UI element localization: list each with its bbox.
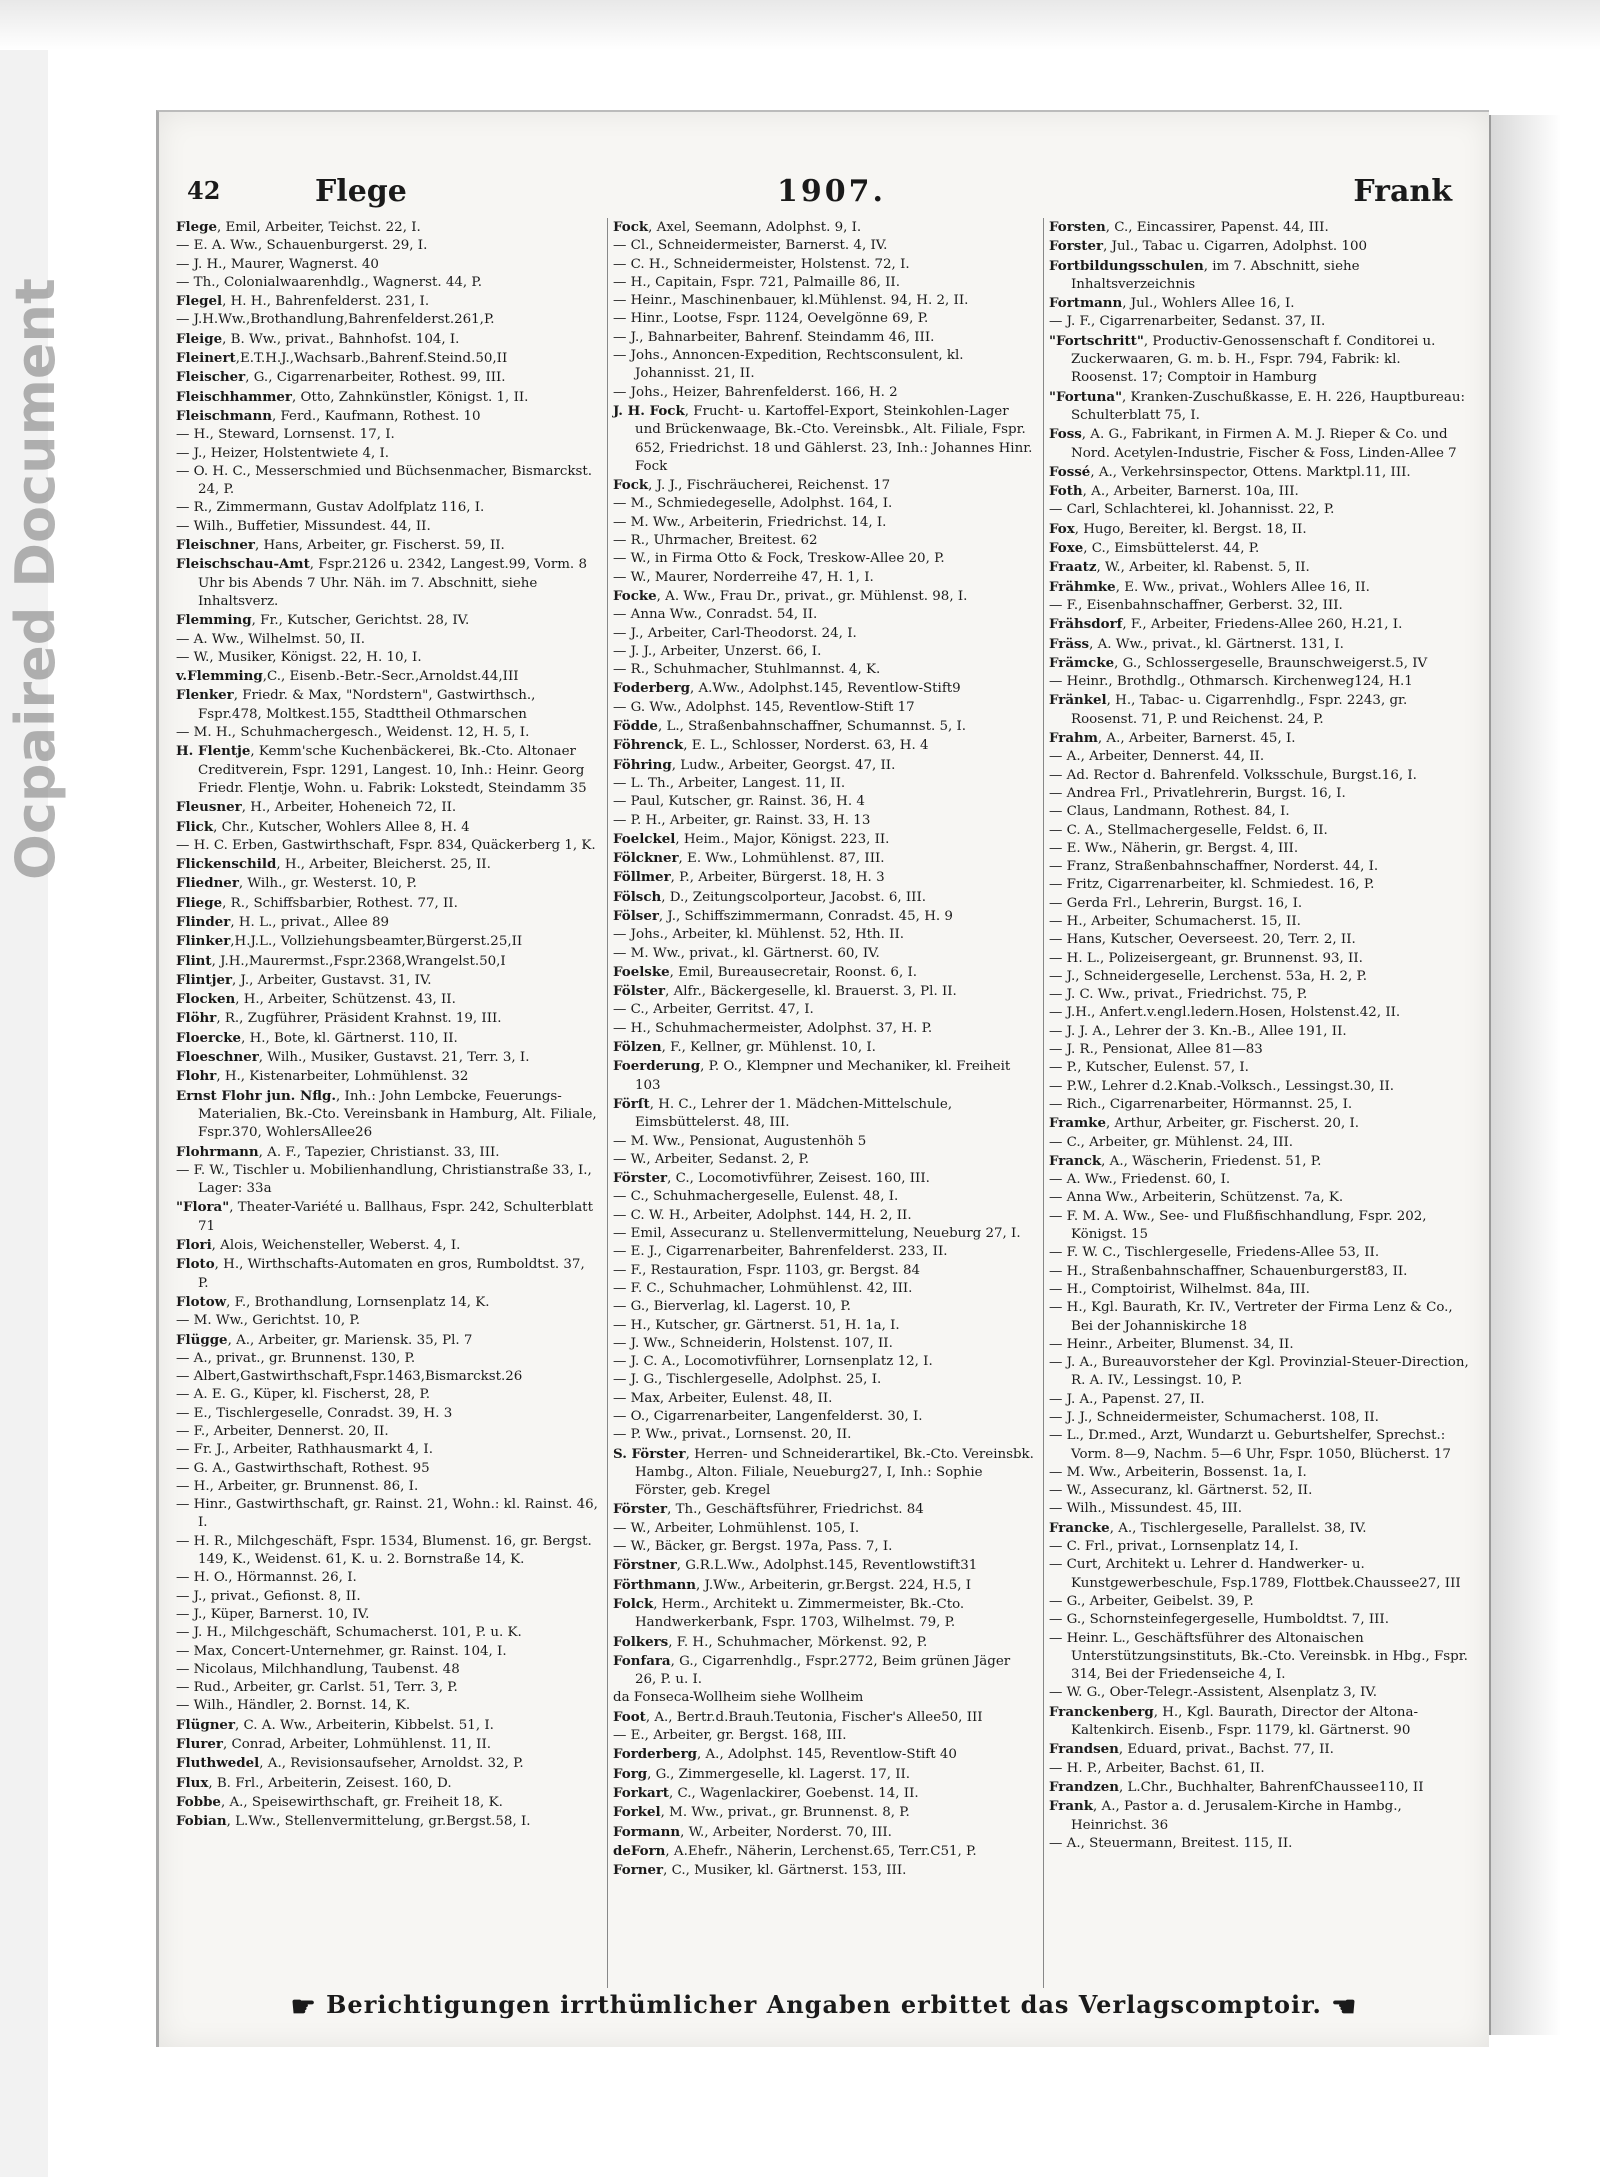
directory-entry: Foth, A., Arbeiter, Barnerst. 10a, III. [1049, 483, 1299, 500]
directory-entry: Framke, Arthur, Arbeiter, gr. Fischerst. 20, I. [1049, 1115, 1360, 1132]
directory-entry: — Curt, Architekt u. Lehrer d. Handwerker- u. Kunstgewerbeschule, Fsp.1789, Flottbek.Chaussee27, III [1049, 1557, 1461, 1591]
columns-container [171, 218, 1471, 1988]
directory-entry: — J. G., Tischlergeselle, Adolphst. 25, I. [613, 1372, 882, 1388]
directory-entry: — Anna Ww., Conradst. 54, II. [613, 607, 818, 623]
directory-entry: — O., Cigarrenarbeiter, Langenfelderst. 30, I. [613, 1409, 923, 1424]
directory-entry: — W. G., Ober-Telegr.-Assistent, Alsenplatz 3, IV. [1049, 1685, 1377, 1701]
directory-entry: — J., privat., Gefionst. 8, II. [176, 1588, 361, 1604]
directory-page [156, 110, 1489, 2047]
directory-entry: — W., Arbeiter, Lohmühlenst. 105, I. [613, 1520, 860, 1536]
directory-entry: Forsten, C., Eincassirer, Papenst. 44, III. [1049, 219, 1329, 235]
directory-entry: — M. Ww., privat., kl. Gärtnerst. 60, IV. [613, 945, 880, 961]
column-left [171, 218, 599, 1988]
directory-entry: — J. J. A., Lehrer der 3. Kn.-B., Allee 191, II. [1049, 1023, 1347, 1039]
directory-entry: — Hans, Kutscher, Oeverseest. 20, Terr. 2, II. [1049, 932, 1356, 948]
header-year: 1907. [777, 174, 886, 209]
directory-entry: — Cl., Schneidermeister, Barnerst. 4, IV. [613, 238, 888, 254]
directory-entry: — H. C. Erben, Gastwirthschaft, Fspr. 834, Quäckerberg 1, K. [176, 837, 596, 853]
directory-entry: Födde, L., Straßenbahnschaffner, Schumannst. 5, I. [613, 718, 967, 735]
directory-entry: — Carl, Schlachterei, kl. Johannisst. 22, P. [1049, 502, 1335, 518]
directory-entry: — C. W. H., Arbeiter, Adolphst. 144, H. 2, II. [613, 1207, 912, 1223]
directory-entry: deForn, A.Ehefr., Näherin, Lerchenst.65, Terr.C51, P. [613, 1842, 977, 1859]
directory-entry: Fleischmann, Ferd., Kaufmann, Rothest. 10 [176, 407, 481, 424]
directory-entry: — G., Bierverlag, kl. Lagerst. 10, P. [613, 1299, 851, 1315]
directory-entry: — W., Musiker, Königst. 22, H. 10, I. [176, 649, 422, 665]
directory-entry: — J., Schneidergeselle, Lerchenst. 53a, H. 2, P. [1049, 968, 1368, 984]
directory-entry: — E. A. Ww., Schauenburgerst. 29, I. [176, 238, 428, 254]
directory-entry: Focke, A. Ww., Frau Dr., privat., gr. Mühlenst. 98, I. [613, 587, 968, 604]
directory-entry: — Heinr., Brothdlg., Othmarsch. Kirchenweg124, H.1 [1049, 674, 1413, 690]
directory-entry: Forner, C., Musiker, kl. Gärtnerst. 153, III. [613, 1862, 907, 1879]
directory-entry: — J.H., Anfert.v.engl.ledern.Hosen, Holstenst.42, II. [1049, 1005, 1401, 1021]
directory-entry: Fliedner, Wilh., gr. Westerst. 10, P. [176, 875, 417, 892]
directory-entry: — H. R., Milchgeschäft, Fspr. 1534, Blumenst. 16, gr. Bergst. 149, K., Weidenst. 61, K. u. 2. Bornstraße 14, K. [176, 1533, 592, 1568]
directory-entry: — M. Ww., Arbeiterin, Friedrichst. 14, I. [613, 514, 887, 530]
directory-entry: Flotow, F., Brothandlung, Lornsenplatz 14, K. [176, 1293, 490, 1310]
directory-entry: — Hinr., Gastwirthschaft, gr. Rainst. 21, Wohn.: kl. Rainst. 46, I. [176, 1497, 598, 1531]
directory-entry: — A., Steuermann, Breitest. 115, II. [1049, 1835, 1293, 1851]
directory-entry: Foerderung, P. O., Klempner und Mechaniker, kl. Freiheit 103 [613, 1058, 1011, 1093]
directory-entry: Fobian, L.Ww., Stellenvermittelung, gr.Bergst.58, I. [176, 1813, 531, 1830]
directory-entry: Foelckel, Heim., Major, Königst. 223, II. [613, 830, 890, 847]
directory-entry: Floto, H., Wirthschafts-Automaten en gros, Rumboldtst. 37, P. [176, 1256, 585, 1291]
directory-entry: — E. J., Cigarrenarbeiter, Bahrenfelderst. 233, II. [613, 1244, 948, 1260]
directory-entry: Francke, A., Tischlergeselle, Parallelst. 38, IV. [1049, 1519, 1367, 1536]
directory-entry: — Heinr., Arbeiter, Blumenst. 34, II. [1049, 1336, 1294, 1352]
directory-entry: — Fritz, Cigarrenarbeiter, kl. Schmiedest. 16, P. [1049, 877, 1375, 893]
directory-entry: — E. Ww., Näherin, gr. Bergst. 4, III. [1049, 840, 1299, 856]
directory-entry: — G., Schornsteinfegergeselle, Humboldtst. 7, III. [1049, 1612, 1389, 1628]
directory-entry: — J. A., Papenst. 27, II. [1049, 1391, 1205, 1407]
directory-entry: Flohrmann, A. F., Tapezier, Christianst. 33, III. [176, 1143, 500, 1160]
directory-entry: Flintjer, J., Arbeiter, Gustavst. 31, IV. [176, 971, 432, 988]
directory-entry: Fölzen, F., Kellner, gr. Mühlenst. 10, I. [613, 1039, 876, 1056]
directory-entry: — H., Arbeiter, gr. Brunnenst. 86, I. [176, 1478, 419, 1494]
directory-entry: — J. A., Bureauvorsteher der Kgl. Provinzial-Steuer-Direction, R. A. IV., Lessingst. 10, P. [1049, 1355, 1469, 1389]
directory-entry: Flemming, Fr., Kutscher, Gerichtst. 28, IV. [176, 612, 470, 629]
directory-entry: — W., Bäcker, gr. Bergst. 197a, Pass. 7, I. [613, 1539, 893, 1555]
directory-entry: — P.W., Lehrer d.2.Knab.-Volksch., Lessingst.30, II. [1049, 1078, 1395, 1094]
directory-entry: — J. H., Maurer, Wagnerst. 40 [176, 256, 379, 272]
directory-entry: — J. C. A., Locomotivführer, Lornsenplatz 12, I. [613, 1354, 933, 1370]
header-last-name: Frank [1353, 174, 1452, 209]
directory-entry: Fonfara, G., Cigarrenhdlg., Fspr.2772, Beim grünen Jäger 26, P. u. I. [613, 1652, 1011, 1688]
directory-entry: — J. C. Ww., privat., Friedrichst. 75, P. [1049, 987, 1308, 1003]
directory-entry: — C. H., Schneidermeister, Holstenst. 72, I. [613, 256, 910, 272]
directory-entry: — C. A., Stellmachergeselle, Feldst. 6, II. [1049, 822, 1328, 838]
directory-entry: Frähmke, E. Ww., privat., Wohlers Allee 16, II. [1049, 578, 1370, 595]
directory-entry: — E., Arbeiter, gr. Bergst. 168, III. [613, 1728, 847, 1744]
directory-entry: — F. W., Tischler u. Mobilienhandlung, Christianstraße 33, I., Lager: 33a [176, 1162, 592, 1197]
directory-entry: Frahm, A., Arbeiter, Barnerst. 45, I. [1049, 730, 1296, 747]
directory-entry: — C., Arbeiter, gr. Mühlenst. 24, III. [1049, 1134, 1294, 1150]
directory-entry: — L. Th., Arbeiter, Langest. 11, II. [613, 775, 846, 791]
directory-entry: — W., Arbeiter, Sedanst. 2, P. [613, 1151, 810, 1167]
directory-entry: Flick, Chr., Kutscher, Wohlers Allee 8, H. 4 [176, 818, 470, 835]
directory-entry: Flocken, H., Arbeiter, Schützenst. 43, II. [176, 991, 456, 1008]
directory-entry: Fobbe, A., Speisewirthschaft, gr. Freiheit 18, K. [176, 1793, 503, 1810]
directory-entry: Forderberg, A., Adolphst. 145, Reventlow-Stift 40 [613, 1746, 957, 1763]
directory-entry: — Rich., Cigarrenarbeiter, Hörmannst. 25, I. [1049, 1096, 1353, 1112]
directory-entry: — F., Restauration, Fspr. 1103, gr. Bergst. 84 [613, 1262, 921, 1278]
directory-entry: — P. Ww., privat., Lornsenst. 20, II. [613, 1427, 852, 1443]
directory-entry: — Claus, Landmann, Rothest. 84, I. [1049, 804, 1290, 820]
directory-entry: — R., Uhrmacher, Breitest. 62 [613, 533, 818, 549]
directory-entry: — O. H. C., Messerschmied und Büchsenmacher, Bismarckst. 24, P. [176, 463, 592, 498]
column-right [1043, 218, 1471, 1988]
directory-entry: — J., Heizer, Holstentwiete 4, I. [176, 445, 390, 461]
directory-entry: — G. A., Gastwirthschaft, Rothest. 95 [176, 1460, 430, 1476]
directory-entry: — J. Ww., Schneiderin, Holstenst. 107, II. [613, 1335, 893, 1351]
directory-entry: Flügner, C. A. Ww., Arbeiterin, Kibbelst. 51, I. [176, 1716, 494, 1733]
directory-entry: — H., Steward, Lornsenst. 17, I. [176, 427, 395, 443]
directory-entry: — A. Ww., Friedenst. 60, I. [1049, 1172, 1231, 1188]
directory-entry: — Rud., Arbeiter, gr. Carlst. 51, Terr. 3, P. [176, 1680, 458, 1696]
directory-entry: Fölster, Alfr., Bäckergeselle, kl. Brauerst. 3, Pl. II. [613, 983, 957, 1000]
directory-entry: Folkers, F. H., Schuhmacher, Mörkenst. 92, P. [613, 1633, 928, 1650]
directory-entry: Fleige, B. Ww., privat., Bahnhofst. 104, I. [176, 330, 460, 347]
directory-entry: Fräss, A. Ww., privat., kl. Gärtnerst. 131, I. [1049, 635, 1344, 652]
directory-entry: Floercke, H., Bote, kl. Gärtnerst. 110, II. [176, 1029, 458, 1046]
directory-entry: — H., Straßenbahnschaffner, Schauenburgerst83, II. [1049, 1263, 1408, 1279]
directory-entry: — J., Küper, Barnerst. 10, IV. [176, 1606, 370, 1622]
directory-entry: Fölser, J., Schiffszimmermann, Conradst. 45, H. 9 [613, 907, 953, 924]
directory-entry: — Ad. Rector d. Bahrenfeld. Volksschule, Burgst.16, I. [1049, 767, 1417, 783]
directory-entry: Föhring, Ludw., Arbeiter, Georgst. 47, II. [613, 756, 896, 773]
directory-entry: "Fortuna", Kranken-Zuschußkasse, E. H. 226, Hauptbureau: Schulterblatt 75, I. [1049, 388, 1465, 423]
page-footer [269, 1990, 1379, 2030]
directory-entry: — Max, Concert-Unternehmer, gr. Rainst. 104, I. [176, 1643, 507, 1659]
directory-entry: Flickenschild, H., Arbeiter, Bleicherst. 25, II. [176, 856, 491, 873]
directory-entry: — H. L., Polizeisergeant, gr. Brunnenst. 93, II. [1049, 950, 1363, 966]
directory-entry: — M. H., Schuhmachergesch., Weidenst. 12, H. 5, I. [176, 725, 530, 741]
directory-entry: Franck, A., Wäscherin, Friedenst. 51, P. [1049, 1152, 1322, 1169]
directory-entry: Fock, J. J., Fischräucherei, Reichenst. 17 [613, 477, 891, 494]
directory-entry: — L., Dr.med., Arzt, Wundarzt u. Geburtshelfer, Sprechst.: Vorm. 8—9, Nachm. 5—6 Uhr, Fspr. 1050, Blücherst. 17 [1049, 1428, 1451, 1462]
directory-entry: — R., Schuhmacher, Stuhlmannst. 4, K. [613, 662, 881, 678]
directory-entry: — Johs., Annoncen-Expedition, Rechtsconsulent, kl. Johannisst. 21, II. [613, 348, 964, 382]
directory-entry: Främcke, G., Schlossergeselle, Braunschweigerst.5, IV [1049, 654, 1428, 671]
directory-entry: Flohr, H., Kistenarbeiter, Lohmühlenst. 32 [176, 1068, 469, 1085]
directory-entry: — M. Ww., Pensionat, Augustenhöh 5 [613, 1133, 867, 1149]
directory-entry: — W., Maurer, Norderreihe 47, H. 1, I. [613, 569, 874, 585]
directory-entry: — H., Capitain, Fspr. 721, Palmaille 86, II. [613, 274, 900, 290]
directory-entry: — J., Bahnarbeiter, Bahrenf. Steindamm 46, III. [613, 329, 935, 345]
directory-entry: Fleusner, H., Arbeiter, Hoheneich 72, II. [176, 799, 457, 816]
directory-entry: Förthmann, J.Ww., Arbeiterin, gr.Bergst. 224, H.5, I [613, 1576, 972, 1593]
directory-entry: — G. Ww., Adolphst. 145, Reventlow-Stift 17 [613, 699, 915, 715]
directory-entry: Flurer, Conrad, Arbeiter, Lohmühlenst. 11, II. [176, 1736, 491, 1753]
directory-entry: Foderberg, A.Ww., Adolphst.145, Reventlow-Stift9 [613, 680, 961, 697]
next-page-edge [1488, 115, 1561, 2035]
directory-entry: S. Förster, Herren- und Schneiderartikel, Bk.-Cto. Vereinsbk. Hambg., Alton. Filiale, Neueburg27, I, Inh.: Sophie Förster, geb. Kregel [613, 1445, 1034, 1499]
directory-entry: — P. H., Arbeiter, gr. Rainst. 33, H. 13 [613, 812, 871, 828]
directory-entry: Frandzen, L.Chr., Buchhalter, BahrenfChaussee110, II [1049, 1778, 1424, 1795]
directory-entry: Förſt, H. C., Lehrer der 1. Mädchen-Mittelschule, Eimsbüttelerst. 48, III. [613, 1095, 953, 1131]
directory-entry: — Heinr., Maschinenbauer, kl.Mühlenst. 94, H. 2, II. [613, 293, 969, 309]
directory-entry: — Fr. J., Arbeiter, Rathhausmarkt 4, I. [176, 1442, 433, 1458]
directory-entry: — J. H., Milchgeschäft, Schumacherst. 101, P. u. K. [176, 1625, 522, 1641]
directory-entry: — Johs., Arbeiter, kl. Mühlenst. 52, Hth. II. [613, 927, 904, 943]
directory-entry: Flori, Alois, Weichensteller, Weberst. 4, I. [176, 1237, 461, 1254]
directory-entry: — C., Arbeiter, Gerritst. 47, I. [613, 1002, 814, 1018]
directory-entry: — J. J., Schneidermeister, Schumacherst. 108, II. [1049, 1410, 1379, 1425]
directory-entry: Flügge, A., Arbeiter, gr. Mariensk. 35, Pl. 7 [176, 1331, 473, 1348]
directory-entry: Fleischner, Hans, Arbeiter, gr. Fischerst. 59, II. [176, 537, 505, 554]
page-header [187, 174, 1462, 210]
directory-entry: — F. W. C., Tischlergeselle, Friedens-Allee 53, II. [1049, 1245, 1380, 1261]
directory-entry: — Emil, Assecuranz u. Stellenvermittelung, Neueburg 27, I. [613, 1226, 1021, 1242]
directory-entry: — Nicolaus, Milchhandlung, Taubenst. 48 [176, 1661, 460, 1677]
directory-entry: Flege, Emil, Arbeiter, Teichst. 22, I. [176, 219, 421, 235]
directory-entry: Flöhr, R., Zugführer, Präsident Krahnst. 19, III. [176, 1010, 502, 1027]
directory-entry: — G., Arbeiter, Geibelst. 39, P. [1049, 1593, 1254, 1609]
directory-entry: — F., Eisenbahnschaffner, Gerberst. 32, III. [1049, 597, 1343, 613]
directory-entry: Folck, Herm., Architekt u. Zimmermeister, Bk.-Cto. Handwerkerbank, Fspr. 1703, Wilhelmst. 79, P. [613, 1595, 965, 1631]
directory-entry: Flinker,H.J.L., Vollziehungsbeamter,Bürgerst.25,II [176, 933, 523, 950]
directory-entry: H. Flentje, Kemm'sche Kuchenbäckerei, Bk.-Cto. Altonaer Creditverein, Fspr. 1291, Langest. 10, Inh.: Heinr. Georg Friedr. Flentje, Wohn. u. Fabrik: Lokstedt, Steindamm 35 [176, 743, 587, 796]
directory-entry: J. H. Fock, Frucht- u. Kartoffel-Export, Steinkohlen-Lager und Brückenwaage, Bk.-Cto. Vereinsbk., Alt. Filiale, Fspr. 652, Friedrichst. 18 und Gählerst. 23, Inh.: Johannes Hinr. Fock [613, 402, 1033, 474]
directory-entry: Fox, Hugo, Bereiter, kl. Bergst. 18, II. [1049, 520, 1307, 537]
page-number: 42 [187, 176, 221, 205]
directory-entry: — Wilh., Missundest. 45, III. [1049, 1501, 1243, 1517]
directory-entry: Flux, B. Frl., Arbeiterin, Zeisest. 160, D. [176, 1774, 452, 1791]
directory-entry: — Max, Arbeiter, Eulenst. 48, II. [613, 1390, 833, 1406]
directory-entry: Formann, W., Arbeiter, Norderst. 70, III. [613, 1823, 892, 1840]
directory-entry: Foxe, C., Eimsbüttelerst. 44, P. [1049, 540, 1260, 557]
directory-entry: — Andrea Frl., Privatlehrerin, Burgst. 16, I. [1049, 785, 1346, 801]
directory-entry: — P., Kutscher, Eulenst. 57, I. [1049, 1060, 1249, 1076]
directory-entry: Foss, A. G., Fabrikant, in Firmen A. M. J. Rieper & Co. und Nord. Acetylen-Industrie, Fischer & Foss, Linden-Allee 7 [1049, 426, 1457, 461]
directory-entry: — Gerda Frl., Lehrerin, Burgst. 16, I. [1049, 895, 1303, 911]
directory-entry: Flinder, H. L., privat., Allee 89 [176, 913, 390, 930]
directory-entry: — A. Ww., Wilhelmst. 50, II. [176, 631, 366, 647]
directory-entry: — A., Arbeiter, Dennerst. 44, II. [1049, 749, 1265, 765]
directory-entry: — Johs., Heizer, Bahrenfelderst. 166, H. 2 [613, 384, 898, 400]
directory-entry: Fortbildungsschulen, im 7. Abschnitt, siehe Inhaltsverzeichnis [1049, 257, 1360, 292]
directory-entry: — F. C., Schuhmacher, Lohmühlenst. 42, III. [613, 1280, 913, 1296]
directory-entry: — H., Arbeiter, Schumacherst. 15, II. [1049, 913, 1301, 929]
directory-entry: Ernst Flohr jun. Nflg., Inh.: John Lembcke, Feuerungs-Materialien, Bk.-Cto. Vereinsbank in Hamburg, Alt. Filiale, Fspr.370, WohlersAllee26 [176, 1087, 597, 1141]
directory-entry: da Fonseca-Wollheim siehe Wollheim [613, 1690, 864, 1706]
directory-entry: "Flora", Theater-Variété u. Ballhaus, Fspr. 242, Schulterblatt 71 [176, 1199, 593, 1234]
pointing-hand-left-icon: ☚ [1331, 1990, 1358, 2023]
directory-entry: Förstner, G.R.L.Ww., Adolphst.145, Reventlowstift31 [613, 1557, 978, 1574]
directory-entry: Förster, Th., Geschäftsführer, Friedrichst. 84 [613, 1501, 924, 1518]
directory-entry: — R., Zimmermann, Gustav Adolfplatz 116, I. [176, 500, 485, 516]
pointing-hand-right-icon: ☛ [290, 1990, 317, 2023]
directory-entry: "Fortschritt", Productiv-Genossenschaft f. Conditorei u. Zuckerwaaren, G. m. b. H., Fspr. 794, Fabrik: kl. Roosenst. 17; Comptoir in Hamburg [1049, 332, 1436, 386]
directory-entry: — Heinr. L., Geschäftsführer des Altonaischen Unterstützungsinstituts, Bk.-Cto. Vereinsbk. in Hbg., Fspr. 314, Bei der Friedenseiche 4, I. [1049, 1630, 1468, 1683]
column-middle [607, 218, 1035, 1988]
directory-entry: Fock, Axel, Seemann, Adolphst. 9, I. [613, 219, 862, 235]
directory-entry: — W., Assecuranz, kl. Gärtnerst. 52, II. [1049, 1483, 1313, 1499]
directory-entry: — H. P., Arbeiter, Bachst. 61, II. [1049, 1760, 1265, 1776]
directory-entry: — H., Kgl. Baurath, Kr. IV., Vertreter der Firma Lenz & Co., Bei der Johanniskirche 18 [1049, 1300, 1453, 1334]
directory-entry: — Anna Ww., Arbeiterin, Schützenst. 7a, K. [1049, 1190, 1344, 1206]
directory-entry: — E., Tischlergeselle, Conradst. 39, H. 3 [176, 1405, 453, 1421]
directory-entry: — Wilh., Händler, 2. Bornst. 14, K. [176, 1698, 411, 1714]
directory-entry: Flint, J.H.,Maurermst.,Fspr.2368,Wrangelst.50,I [176, 952, 506, 969]
directory-entry: Frandsen, Eduard, privat., Bachst. 77, II. [1049, 1741, 1334, 1758]
directory-entry: Fleischschau-Amt, Fspr.2126 u. 2342, Langest.99, Vorm. 8 Uhr bis Abends 7 Uhr. Näh. im 7. Abschnitt, siehe Inhaltsverz. [176, 556, 587, 609]
directory-entry: — H. O., Hörmannst. 26, I. [176, 1570, 357, 1586]
directory-entry: — H., Kutscher, gr. Gärtnerst. 51, H. 1a, I. [613, 1317, 900, 1333]
side-watermark-label: Ocpaired Document [4, 278, 67, 880]
directory-entry: Floeschner, Wilh., Musiker, Gustavst. 21, Terr. 3, I. [176, 1049, 530, 1066]
directory-entry: — A., privat., gr. Brunnenst. 130, P. [176, 1350, 416, 1366]
directory-entry: — Th., Colonialwaarenhdlg., Wagnerst. 44, P. [176, 274, 482, 290]
directory-entry: — M., Schmiedegeselle, Adolphst. 164, I. [613, 496, 893, 512]
directory-entry: — H., Comptoirist, Wilhelmst. 84a, III. [1049, 1281, 1310, 1297]
directory-entry: — Hinr., Lootse, Fspr. 1124, Oevelgönne 69, P. [613, 311, 929, 327]
directory-entry: Fleischer, G., Cigarrenarbeiter, Rothest. 99, III. [176, 369, 506, 386]
directory-entry: — J.H.Ww.,Brothandlung,Bahrenfelderst.261,P. [176, 312, 495, 328]
directory-entry: — M. Ww., Arbeiterin, Bossenst. 1a, I. [1049, 1464, 1307, 1480]
directory-entry: — J. F., Cigarrenarbeiter, Sedanst. 37, II. [1049, 314, 1326, 330]
directory-entry: Fliege, R., Schiffsbarbier, Rothest. 77, II. [176, 894, 458, 911]
directory-entry: Forg, G., Zimmergeselle, kl. Lagerst. 17, II. [613, 1765, 911, 1782]
directory-entry: Fölckner, E. Ww., Lohmühlenst. 87, III. [613, 850, 885, 867]
directory-entry: — Franz, Straßenbahnschaffner, Norderst. 44, I. [1049, 859, 1379, 875]
directory-entry: Forkart, C., Wagenlackirer, Goebenst. 14, II. [613, 1784, 919, 1801]
directory-entry: Fossé, A., Verkehrsinspector, Ottens. Marktpl.11, III. [1049, 463, 1411, 480]
directory-entry: — W., in Firma Otto & Fock, Treskow-Allee 20, P. [613, 551, 945, 567]
directory-entry: — F., Arbeiter, Dennerst. 20, II. [176, 1424, 389, 1439]
directory-entry: Frank, A., Pastor a. d. Jerusalem-Kirche in Hambg., Heinrichst. 36 [1049, 1798, 1402, 1833]
directory-entry: Flegel, H. H., Bahrenfelderst. 231, I. [176, 293, 430, 310]
directory-entry: Fraatz, W., Arbeiter, kl. Rabenst. 5, II. [1049, 559, 1310, 576]
directory-entry: Frähsdorf, F., Arbeiter, Friedens-Allee 260, H.21, I. [1049, 616, 1403, 633]
directory-entry: Fränkel, H., Tabac- u. Cigarrenhdlg., Fspr. 2243, gr. Roosenst. 71, P. und Reichenst. 24, P. [1049, 692, 1408, 727]
scan-top-shadow [0, 0, 1600, 50]
directory-entry: Fortmann, Jul., Wohlers Allee 16, I. [1049, 295, 1295, 312]
directory-entry: — Wilh., Buffetier, Missundest. 44, II. [176, 518, 431, 534]
directory-entry: — C. Frl., privat., Lornsenplatz 14, I. [1049, 1539, 1299, 1555]
directory-entry: Forster, Jul., Tabac u. Cigarren, Adolphst. 100 [1049, 238, 1367, 255]
directory-entry: — F. M. A. Ww., See- und Flußfischhandlung, Fspr. 202, Königst. 15 [1049, 1208, 1427, 1243]
directory-entry: Fleinert,E.T.H.J.,Wachsarb.,Bahrenf.Steind.50,II [176, 350, 508, 367]
directory-entry: Fluthwedel, A., Revisionsaufseher, Arnoldst. 32, P. [176, 1755, 524, 1772]
directory-entry: — J., Arbeiter, Carl-Theodorst. 24, I. [613, 625, 857, 641]
header-first-name: Flege [315, 174, 407, 209]
directory-entry: Flenker, Friedr. & Max, "Nordstern", Gastwirthsch., Fspr.478, Moltkest.155, Stadttheil Othmarschen [176, 687, 536, 722]
directory-entry: Foot, A., Bertr.d.Brauh.Teutonia, Fischer's Allee50, III [613, 1708, 983, 1725]
directory-entry: v.Flemming,C., Eisenb.-Betr.-Secr.,Arnoldst.44,III [176, 668, 519, 685]
directory-entry: Fleischhammer, Otto, Zahnkünstler, Königst. 1, II. [176, 388, 529, 405]
directory-entry: Forkel, M. Ww., privat., gr. Brunnenst. 8, P. [613, 1804, 910, 1821]
directory-entry: Föhrenck, E. L., Schlosser, Norderst. 63, H. 4 [613, 737, 929, 754]
directory-entry: — H., Schuhmachermeister, Adolphst. 37, H. P. [613, 1020, 933, 1036]
directory-entry: — Paul, Kutscher, gr. Rainst. 36, H. 4 [613, 794, 865, 810]
directory-entry: Foelske, Emil, Bureausecretair, Roonst. 6, I. [613, 963, 918, 980]
directory-entry: Franckenberg, H., Kgl. Baurath, Director der Altona-Kaltenkirch. Eisenb., Fspr. 1179, kl. Gärtnerst. 90 [1049, 1703, 1419, 1739]
directory-entry: — A. E. G., Küper, kl. Fischerst, 28, P. [176, 1387, 431, 1403]
directory-entry: Fölsch, D., Zeitungscolporteur, Jacobst. 6, III. [613, 888, 927, 905]
directory-entry: — Albert,Gastwirthschaft,Fspr.1463,Bismarckst.26 [176, 1369, 523, 1385]
footer-notice: Berichtigungen irrthümlicher Angaben erbittet das Verlagscomptoir. [326, 1990, 1322, 2019]
directory-entry: Förster, C., Locomotivführer, Zeisest. 160, III. [613, 1170, 930, 1187]
directory-entry: Föllmer, P., Arbeiter, Bürgerst. 18, H. 3 [613, 869, 885, 886]
directory-entry: — J. R., Pensionat, Allee 81—83 [1049, 1042, 1263, 1058]
directory-entry: — M. Ww., Gerichtst. 10, P. [176, 1313, 360, 1329]
directory-entry: — C., Schuhmachergeselle, Eulenst. 48, I. [613, 1189, 899, 1205]
directory-entry: — J. J., Arbeiter, Unzerst. 66, I. [613, 643, 822, 659]
